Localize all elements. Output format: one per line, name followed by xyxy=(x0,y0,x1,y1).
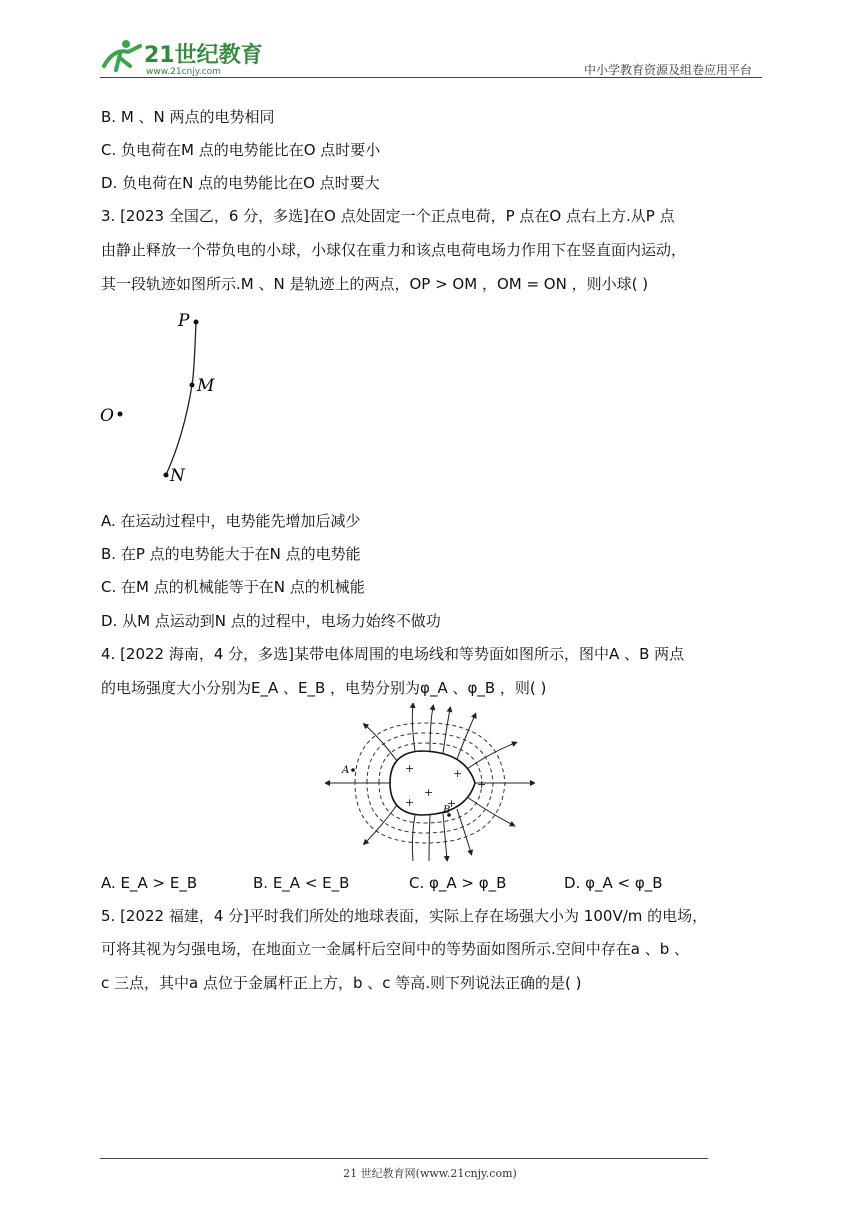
footer-divider xyxy=(100,1158,708,1159)
q4-stem-line1: 4. [2022 海南，4 分，多选]某带电体周围的电场线和等势面如图所示，图中A 、B 两点 xyxy=(101,645,685,663)
field-lines-figure xyxy=(325,703,535,863)
footer-text: 21 世纪教育网(www.21cnjy.com) xyxy=(343,1167,517,1180)
q2-option-c: C. 负电荷在M 点的电势能比在O 点时要小 xyxy=(101,141,381,159)
q5-stem-line3: c 三点，其中a 点位于金属杆正上方，b 、c 等高.则下列说法正确的是( ) xyxy=(101,974,582,992)
q3-stem-line1: 3. [2023 全国乙，6 分，多选]在O 点处固定一个正点电荷，P 点在O 点右上方.从P 点 xyxy=(101,207,675,225)
q4-stem-line2: 的电场强度大小分别为E_A 、E_B ，电势分别为φ_A 、φ_B ，则( ) xyxy=(101,679,547,697)
label-n: N xyxy=(170,466,185,486)
label-p: P xyxy=(178,311,190,331)
q2-option-d: D. 负电荷在N 点的电势能比在O 点时要大 xyxy=(101,174,380,192)
label-b: B xyxy=(443,805,451,816)
header-divider xyxy=(100,77,762,78)
q5-stem-line1: 5. [2022 福建，4 分]平时我们所处的地球表面，实际上存在场强大小为 100V/m 的电场， xyxy=(101,907,708,925)
q3-option-c: C. 在M 点的机械能等于在N 点的机械能 xyxy=(101,578,365,596)
q3-stem-line2: 由静止释放一个带负电的小球，小球仅在重力和该点电荷电场力作用下在竖直面内运动， xyxy=(101,241,687,259)
q4-option-d: D. φ_A < φ_B xyxy=(564,874,663,892)
q4-option-b: B. E_A < E_B xyxy=(253,874,350,892)
header-platform-text: 中小学教育资源及组卷应用平台 xyxy=(583,63,752,77)
trajectory-figure xyxy=(98,305,248,490)
label-m: M xyxy=(197,376,215,396)
svg-text:21世纪教育: 21世纪教育 xyxy=(144,43,263,68)
q3-stem-line3: 其一段轨迹如图所示.M 、N 是轨迹上的两点，OP > OM ，OM = ON ，则小球( ) xyxy=(101,275,649,293)
site-logo xyxy=(96,36,266,78)
label-o: O xyxy=(100,406,114,426)
q5-stem-line2: 可将其视为匀强电场，在地面立一金属杆后空间中的等势面如图所示.空间中存在a 、b 、 xyxy=(101,940,690,958)
plus-sign: + xyxy=(453,767,463,780)
plus-sign: + xyxy=(477,778,487,791)
q2-option-b: B. M 、N 两点的电势相同 xyxy=(101,108,275,126)
svg-text:www.21cnjy.com: www.21cnjy.com xyxy=(146,67,221,77)
plus-sign: + xyxy=(405,762,415,775)
label-a: A xyxy=(342,765,350,776)
q3-option-a: A. 在运动过程中，电势能先增加后减少 xyxy=(101,512,361,530)
plus-sign: + xyxy=(447,797,457,810)
q3-option-d: D. 从M 点运动到N 点的过程中，电场力始终不做功 xyxy=(101,612,441,630)
q4-option-c: C. φ_A > φ_B xyxy=(409,874,507,892)
plus-sign: + xyxy=(424,786,434,799)
plus-sign: + xyxy=(405,796,415,809)
q4-option-a: A. E_A > E_B xyxy=(101,874,198,892)
q3-option-b: B. 在P 点的电势能大于在N 点的电势能 xyxy=(101,545,361,563)
